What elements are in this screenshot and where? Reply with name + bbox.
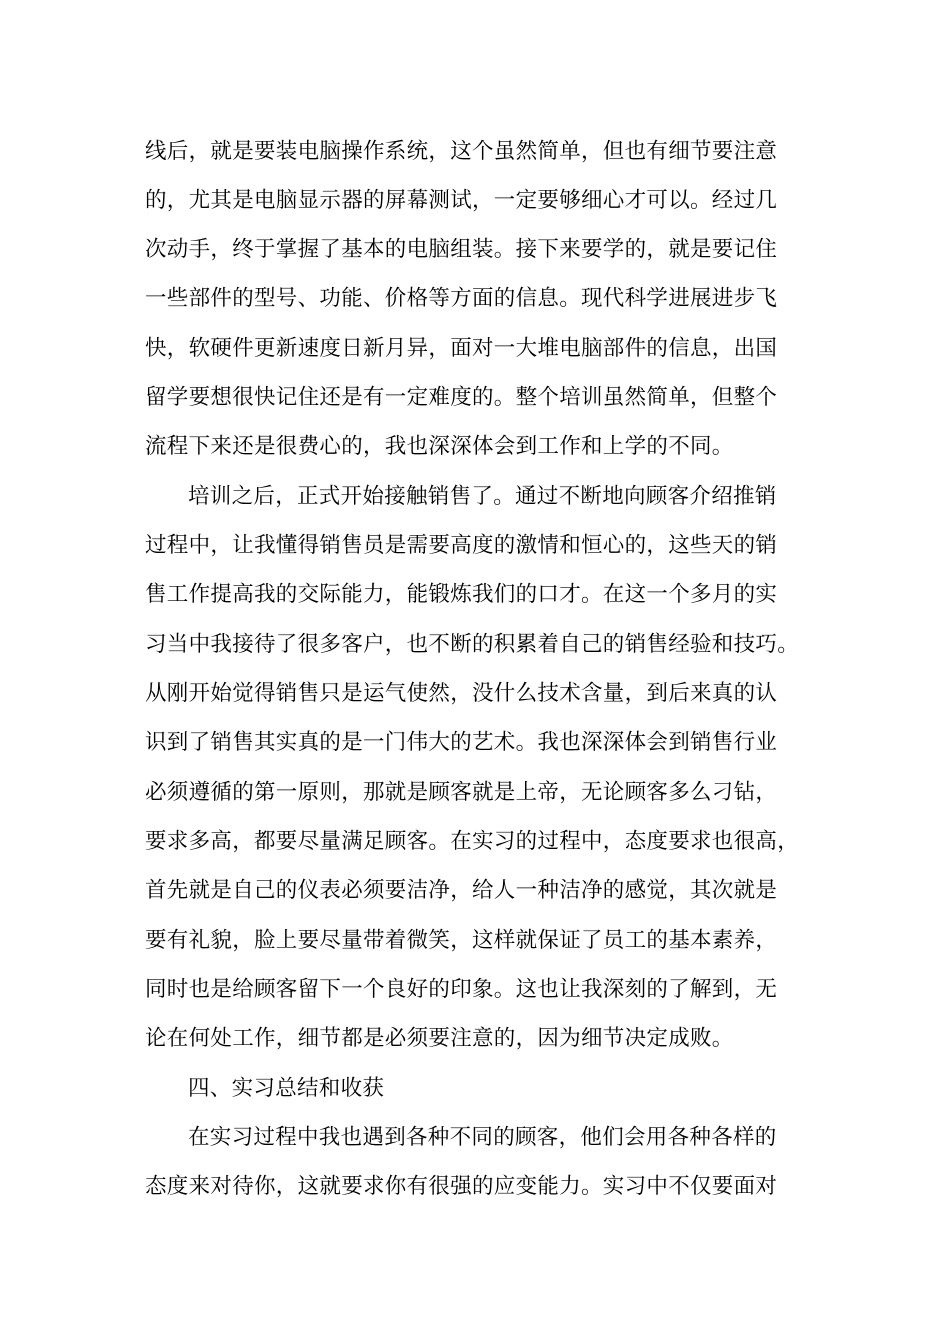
text-line: 的，尤其是电脑显示器的屏幕测试，一定要够细心才可以。经过几 (145, 188, 778, 213)
text-line: 首先就是自己的仪表必须要洁净，给人一种洁净的感觉，其次就是 (145, 878, 778, 903)
text-line: 要有礼貌，脸上要尽量带着微笑，这样就保证了员工的基本素养， (145, 928, 778, 953)
text-line: 售工作提高我的交际能力，能锻炼我们的口才。在这一个多月的实 (145, 582, 778, 607)
text-line: 流程下来还是很费心的，我也深深体会到工作和上学的不同。 (145, 434, 734, 459)
text-line: 同时也是给顾客留下一个良好的印象。这也让我深刻的了解到，无 (145, 977, 778, 1002)
text-line: 态度来对待你，这就要求你有很强的应变能力。实习中不仅要面对 (145, 1174, 778, 1199)
text-line: 从刚开始觉得销售只是运气使然，没什么技术含量，到后来真的认 (145, 681, 778, 706)
text-line: 识到了销售其实真的是一门伟大的艺术。我也深深体会到销售行业 (145, 730, 778, 755)
text-line: 论在何处工作，细节都是必须要注意的，因为细节决定成败。 (145, 1026, 734, 1051)
text-line: 要求多高，都要尽量满足顾客。在实习的过程中，态度要求也很高， (145, 829, 800, 854)
text-line: 过程中，让我懂得销售员是需要高度的激情和恒心的，这些天的销 (145, 533, 778, 558)
text-line: 习当中我接待了很多客户，也不断的积累着自己的销售经验和技巧。 (145, 632, 800, 657)
text-line: 线后，就是要装电脑操作系统，这个虽然简单，但也有细节要注意 (145, 139, 778, 164)
paragraph-start-line: 培训之后，正式开始接触销售了。通过不断地向顾客介绍推销 (188, 484, 777, 509)
text-line: 必须遵循的第一原则，那就是顾客就是上帝，无论顾客多么刁钻， (145, 780, 778, 805)
paragraph-start-line: 在实习过程中我也遇到各种不同的顾客，他们会用各种各样的 (188, 1125, 777, 1150)
section-heading: 四、实习总结和收获 (188, 1076, 385, 1101)
text-line: 一些部件的型号、功能、价格等方面的信息。现代科学进展进步飞 (145, 286, 778, 311)
text-line: 快，软硬件更新速度日新月异，面对一大堆电脑部件的信息，出国 (145, 336, 778, 361)
text-line: 留学要想很快记住还是有一定难度的。整个培训虽然简单，但整个 (145, 385, 778, 410)
text-line: 次动手，终于掌握了基本的电脑组装。接下来要学的，就是要记住 (145, 237, 778, 262)
